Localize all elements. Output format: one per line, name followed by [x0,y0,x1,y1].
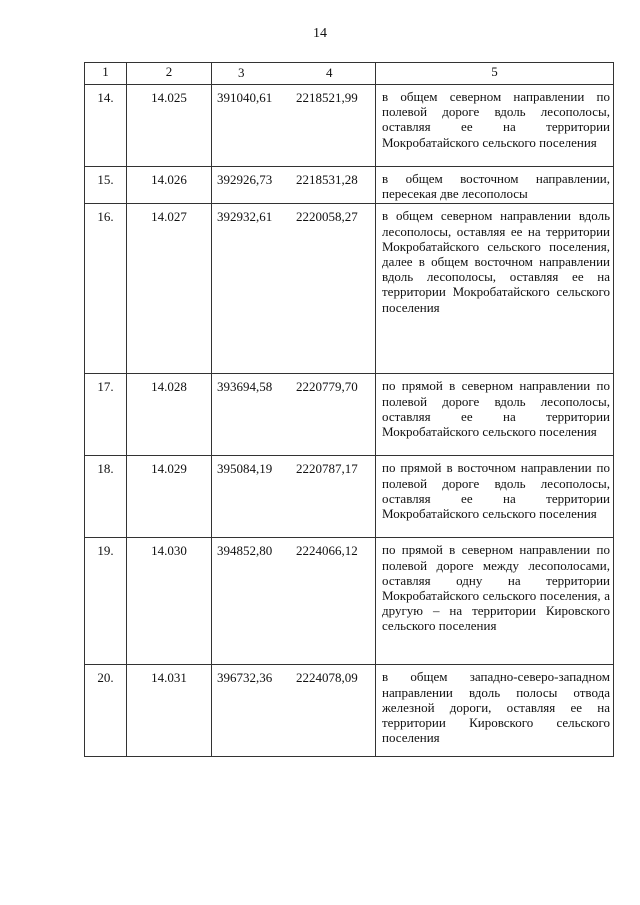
table-header-row [85,63,614,85]
coordinate-y: 2218531,28 [296,172,358,187]
coordinate-y: 2218521,99 [296,90,358,105]
coordinate-y: 2220058,27 [296,209,358,225]
boundary-description: по прямой в северном направлении по полевой дороге вдоль лесополосы, оставляя ее на территории Мокробатайского сельского поселения [376,374,614,456]
row-number: 14. [85,85,127,167]
table-row [85,167,614,204]
coordinate-x: 395084,19 [217,461,273,477]
table-row [85,374,614,456]
row-number: 20. [85,665,127,757]
header-col-3: 3 [238,65,245,80]
table-row [85,665,614,757]
point-code: 14.028 [127,374,212,456]
table-row [85,538,614,665]
point-code: 14.025 [127,85,212,167]
table-row [85,456,614,538]
boundary-description: по прямой в северном направлении по полевой дороге между лесополосами, оставляя одну на территории Мокробатайского сельского поселения, а другую – на территории Кировского сельского поселения [376,538,614,665]
point-code: 14.026 [127,167,212,204]
coordinates-cell [212,665,376,757]
boundary-description: в общем северном направлении по полевой дороге вдоль лесополосы, оставляя ее на территории Мокробатайского сельского поселения [376,85,614,167]
header-col-2: 2 [127,63,212,85]
coordinate-x: 393694,58 [217,379,273,395]
row-number: 16. [85,204,127,374]
row-number: 18. [85,456,127,538]
coordinates-cell [212,456,376,538]
row-number: 19. [85,538,127,665]
boundary-table [84,62,614,757]
row-number: 17. [85,374,127,456]
coordinate-x: 392932,61 [217,209,273,225]
coordinate-x: 394852,80 [217,543,273,559]
coordinates-cell [212,204,376,374]
point-code: 14.030 [127,538,212,665]
header-col-1: 1 [85,63,127,85]
coordinates-cell [212,167,376,204]
coordinate-x: 391040,61 [217,90,273,105]
coordinate-y: 2224066,12 [296,543,358,559]
boundary-description: в общем западно-северо-западном направлении вдоль полосы отвода железной дороги, оставляя ее на территории Кировского сельского поселения [376,665,614,757]
header-col-4: 4 [326,65,333,80]
row-number: 15. [85,167,127,204]
coordinates-cell [212,374,376,456]
point-code: 14.027 [127,204,212,374]
boundary-description: в общем восточном направлении, пересекая две лесополосы [376,167,614,204]
coordinates-cell [212,538,376,665]
coordinate-y: 2220779,70 [296,379,358,395]
boundary-description: в общем северном направлении вдоль лесополосы, оставляя ее на территории Мокробатайского сельского поселения, далее в общем восточном направлении вдоль лесополосы, оставляя ее на территории Мокробатайского сельского поселения [376,204,614,374]
coordinate-x: 392926,73 [217,172,273,187]
coordinate-y: 2224078,09 [296,670,358,686]
point-code: 14.029 [127,456,212,538]
table-row [85,85,614,167]
header-col-3-4 [212,63,376,85]
coordinate-x: 396732,36 [217,670,273,686]
boundary-description: по прямой в восточном направлении по полевой дороге вдоль лесополосы, оставляя ее на территории Мокробатайского сельского поселения [376,456,614,538]
page-number: 14 [313,26,327,41]
point-code: 14.031 [127,665,212,757]
header-col-5: 5 [376,63,614,85]
table-row [85,204,614,374]
coordinate-y: 2220787,17 [296,461,358,477]
coordinates-cell [212,85,376,167]
